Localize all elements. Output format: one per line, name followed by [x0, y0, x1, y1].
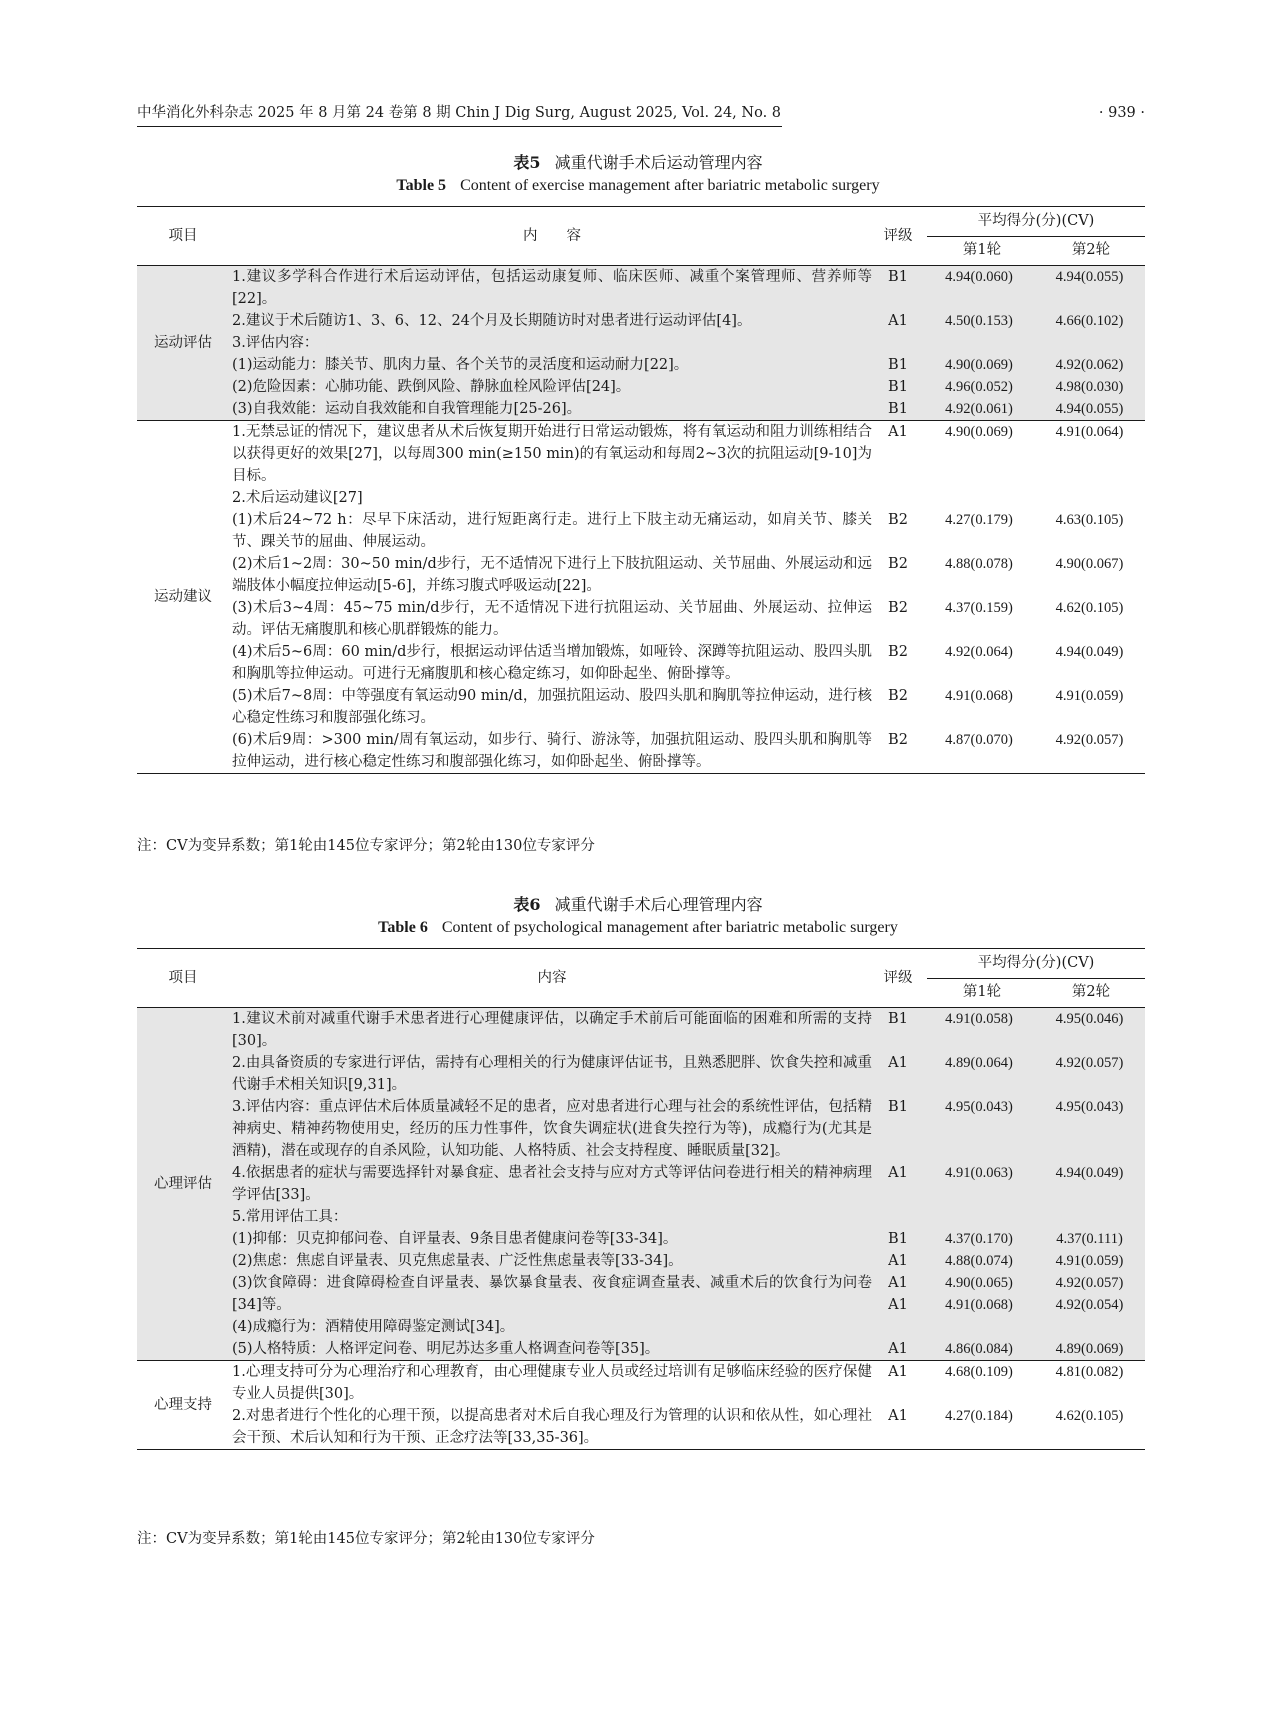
col-content: 内容 [537, 970, 567, 986]
table6 [137, 948, 1145, 1450]
page-number: · 939 · [1098, 105, 1145, 121]
round1-score: 4.91(0.058) [945, 1011, 1013, 1027]
grade-cell: B2 [888, 732, 908, 748]
grade-cell: B2 [888, 512, 908, 528]
round1-score [924, 1272, 1034, 1316]
table5-caption-en: Content of exercise management after bariatric metabolic surgery [460, 177, 880, 194]
table-row [137, 1316, 1145, 1338]
grade-cell: B1 [888, 1099, 908, 1115]
row-content: 4.依据患者的症状与需要选择针对暴食症、患者社会支持与应对方式等评估问卷进行相关的精神病理学评估[33]。 [232, 1165, 872, 1203]
grade-cell: A1 [888, 1341, 908, 1357]
round2-score: 4.90(0.067) [1055, 556, 1124, 572]
round1-score [924, 1316, 1034, 1338]
round2-score: 4.94(0.049) [1055, 1165, 1124, 1181]
round1-score: 4.27(0.184) [945, 1408, 1013, 1424]
round2-score: 4.92(0.054) [1055, 1297, 1124, 1313]
round2-score: 4.91(0.064) [1055, 424, 1124, 440]
round1-score: 4.89(0.064) [945, 1055, 1013, 1071]
round1-score: 4.88(0.078) [945, 556, 1013, 572]
round2-score: 4.89(0.069) [1055, 1341, 1124, 1357]
round1-score: 4.91(0.068) [945, 1297, 1013, 1313]
running-header [137, 102, 1145, 124]
round1-score: 4.91(0.068) [945, 688, 1013, 704]
row-content: (3)术后3~4周：45~75 min/d步行，无不适情况下进行抗阻运动、关节屈曲、外展运动、拉伸运动。评估无痛腹肌和核心肌群锻炼的能力。 [232, 600, 872, 638]
table5-note: 注：CV为变异系数；第1轮由145位专家评分；第2轮由130位专家评分 [137, 838, 595, 854]
row-content: 1.心理支持可分为心理治疗和心理教育，由心理健康专业人员或经过培训有足够临床经验的医疗保健专业人员提供[30]。 [232, 1364, 872, 1402]
table-row [137, 1272, 1145, 1316]
grade-cell: A1 [888, 1165, 908, 1181]
grade-cell: B1 [888, 1011, 908, 1027]
round2-score: 4.62(0.105) [1055, 1408, 1124, 1424]
round1-score: 4.37(0.170) [945, 1231, 1013, 1247]
grade-cell: A1 [888, 313, 908, 329]
round1-score: 4.91(0.063) [945, 1165, 1013, 1181]
row-content: 3.评估内容： [232, 335, 319, 351]
col-round2: 第2轮 [1071, 984, 1111, 1000]
row-content: 2.由具备资质的专家进行评估，需持有心理相关的行为健康评估证书，且熟悉肥胖、饮食失控和减重代谢手术相关知识[9,31]。 [232, 1055, 872, 1093]
row-content: 5.常用评估工具： [232, 1209, 348, 1225]
round2-score: 4.94(0.055) [1055, 401, 1124, 417]
grade-cell [872, 1316, 924, 1338]
table5-number-cn: 表5 [513, 153, 541, 172]
table-row [137, 1361, 1145, 1405]
table5-title-en [0, 177, 1276, 195]
round2-score: 4.98(0.030) [1055, 379, 1124, 395]
round1-score: 4.50(0.153) [945, 313, 1013, 329]
table-row [137, 1008, 1145, 1052]
round1-score: 4.68(0.109) [945, 1364, 1013, 1380]
row-group [137, 420, 1145, 773]
round1-score: 4.96(0.052) [945, 379, 1013, 395]
col-item: 项目 [168, 228, 198, 244]
col-round2: 第2轮 [1071, 242, 1111, 258]
row-group [137, 1360, 1145, 1449]
round2-score: 4.95(0.046) [1055, 1011, 1124, 1027]
col-item: 项目 [168, 970, 198, 986]
col-score: 平均得分(分)(CV) [977, 955, 1095, 971]
table-row [137, 266, 1145, 310]
grade-cell [872, 487, 924, 509]
row-content: (4)成瘾行为：酒精使用障碍鉴定测试[34]。 [232, 1319, 515, 1335]
col-grade: 评级 [883, 228, 913, 244]
row-group [137, 266, 1145, 420]
table5-caption-cn: 减重代谢手术后运动管理内容 [554, 153, 763, 172]
grade-cell: B1 [888, 269, 908, 285]
round2-score: 4.94(0.055) [1055, 269, 1124, 285]
grade-cell [872, 1206, 924, 1228]
table-row [137, 1162, 1145, 1206]
col-content: 内 容 [523, 228, 581, 244]
table-row [137, 1405, 1145, 1449]
table-row [137, 354, 1145, 376]
round2-score: 4.92(0.057) [1055, 1055, 1124, 1071]
table5 [137, 206, 1145, 774]
header-rule [137, 126, 782, 127]
round2-score: 4.81(0.082) [1055, 1364, 1124, 1380]
grade-cell: A1 [888, 1253, 908, 1269]
table-row [137, 310, 1145, 332]
table6-caption-en: Content of psychological management after bariatric metabolic surgery [441, 919, 898, 936]
round1-score [924, 332, 1034, 354]
round1-score: 4.87(0.070) [945, 732, 1013, 748]
row-content: (1)术后24~72 h：尽早下床活动，进行短距离行走。进行上下肢主动无痛运动，如肩关节、膝关节、踝关节的屈曲、伸展运动。 [232, 512, 872, 550]
row-content: (2)术后1~2周：30~50 min/d步行，无不适情况下进行上下肢抗阻运动、关节屈曲、外展运动和远端肢体小幅度拉伸运动[5-6]，并练习腹式呼吸运动[22]。 [232, 556, 872, 594]
table-row [137, 729, 1145, 773]
table6-number-en: Table 6 [378, 919, 428, 936]
table5-number-en: Table 5 [396, 177, 447, 194]
round2-score: 4.94(0.049) [1055, 644, 1124, 660]
table-row [137, 1052, 1145, 1096]
table-row [137, 1206, 1145, 1228]
table-row [137, 553, 1145, 597]
row-content: 2.对患者进行个性化的心理干预，以提高患者对术后自我心理及行为管理的认识和依从性，如心理社会干预、术后认知和行为干预、正念疗法等[33,35-36]。 [232, 1408, 872, 1446]
grade-cell: A1 [888, 1055, 908, 1071]
table-row [137, 421, 1145, 487]
col-round1: 第1轮 [962, 242, 1002, 258]
row-content: 3.评估内容：重点评估术后体质量减轻不足的患者，应对患者进行心理与社会的系统性评估，包括精神病史、精神药物使用史，经历的压力性事件，饮食失调症状(进食失控行为等)，成瘾行为(尤其是酒精)，潜在或现存的自杀风险，认知功能、人格特质、社会支持程度、睡眠质量[32]。 [232, 1099, 872, 1159]
table5-header [137, 207, 1145, 266]
round1-score: 4.95(0.043) [945, 1099, 1013, 1115]
grade-cell: B1 [888, 379, 908, 395]
grade-cell: A1 [888, 1297, 908, 1313]
col-round1: 第1轮 [962, 984, 1002, 1000]
table-row [137, 398, 1145, 420]
table5-body [137, 266, 1145, 773]
round1-score: 4.92(0.061) [945, 401, 1013, 417]
round2-score: 4.95(0.043) [1055, 1099, 1124, 1115]
round2-score: 4.37(0.111) [1056, 1231, 1123, 1247]
row-content: (4)术后5~6周：60 min/d步行，根据运动评估适当增加锻炼，如哑铃、深蹲等抗阻运动、股四头肌和胸肌等拉伸运动。可进行无痛腹肌和核心稳定练习，如仰卧起坐、俯卧撑等。 [232, 644, 872, 682]
round1-score: 4.37(0.159) [945, 600, 1013, 616]
group-label: 心理支持 [154, 1397, 212, 1413]
round1-score [924, 487, 1034, 509]
row-content: (1)运动能力：膝关节、肌肉力量、各个关节的灵活度和运动耐力[22]。 [232, 357, 689, 373]
row-content: 2.建议于术后随访1、3、6、12、24个月及长期随访时对患者进行运动评估[4]。 [232, 313, 752, 329]
round2-score [1034, 1272, 1145, 1316]
table-row [137, 641, 1145, 685]
round1-score: 4.88(0.074) [945, 1253, 1013, 1269]
round1-score [924, 1206, 1034, 1228]
grade-cell: B1 [888, 357, 908, 373]
round2-score: 4.62(0.105) [1055, 600, 1124, 616]
round2-score: 4.63(0.105) [1055, 512, 1124, 528]
header-subrule [927, 236, 1145, 237]
round1-score: 4.90(0.069) [945, 357, 1013, 373]
grade-cell: A1 [888, 1364, 908, 1380]
table-row [137, 1096, 1145, 1162]
header-subrule [927, 978, 1145, 979]
table-row [137, 332, 1145, 354]
table6-caption-cn: 减重代谢手术后心理管理内容 [554, 895, 763, 914]
table-row [137, 1228, 1145, 1250]
table6-title-en [0, 919, 1276, 937]
table5-title-cn [0, 150, 1276, 173]
table-row [137, 509, 1145, 553]
round2-score: 4.92(0.057) [1055, 732, 1124, 748]
group-label: 心理评估 [154, 1176, 212, 1192]
row-content: (5)术后7~8周：中等强度有氧运动90 min/d，加强抗阻运动、股四头肌和胸肌等拉伸运动，进行核心稳定性练习和腹部强化练习。 [232, 688, 872, 726]
round1-score: 4.94(0.060) [945, 269, 1013, 285]
round2-score: 4.91(0.059) [1055, 688, 1124, 704]
group-label: 运动评估 [154, 335, 212, 351]
grade-cell: A1 [888, 1408, 908, 1424]
table-row [137, 597, 1145, 641]
grade-cell: B1 [888, 1231, 908, 1247]
row-content: (2)危险因素：心肺功能、跌倒风险、静脉血栓风险评估[24]。 [232, 379, 631, 395]
table6-body [137, 1008, 1145, 1449]
row-content: 1.无禁忌证的情况下，建议患者从术后恢复期开始进行日常运动锻炼，将有氧运动和阻力训练相结合以获得更好的效果[27]，以每周300 min(≥150 min)的有氧运动和每周2~3次的抗阻运动[9-10]为目标。 [232, 424, 872, 484]
row-content: (3)饮食障碍：进食障碍检查自评量表、暴饮暴食量表、夜食症调查量表、减重术后的饮食行为问卷[34]等。 [232, 1275, 872, 1313]
round1-score: 4.86(0.084) [945, 1341, 1013, 1357]
grade-cell: B2 [888, 556, 908, 572]
row-content: (5)人格特质：人格评定问卷、明尼苏达多重人格调查问卷等[35]。 [232, 1341, 660, 1357]
round1-score: 4.90(0.069) [945, 424, 1013, 440]
row-content: (2)焦虑：焦虑自评量表、贝克焦虑量表、广泛性焦虑量表等[33-34]。 [232, 1253, 683, 1269]
round2-score: 4.66(0.102) [1055, 313, 1124, 329]
grade-cell: A1 [888, 424, 908, 440]
round2-score: 4.92(0.057) [1055, 1275, 1124, 1291]
grade-cell: B2 [888, 688, 908, 704]
table-row [137, 1250, 1145, 1272]
col-score: 平均得分(分)(CV) [977, 213, 1095, 229]
round2-score: 4.92(0.062) [1055, 357, 1124, 373]
row-content: 1.建议术前对减重代谢手术患者进行心理健康评估，以确定手术前后可能面临的困难和所需的支持[30]。 [232, 1011, 872, 1049]
grade-cell: B2 [888, 600, 908, 616]
round2-score [1034, 1316, 1145, 1338]
round2-score [1034, 332, 1145, 354]
row-content: (3)自我效能：运动自我效能和自我管理能力[25-26]。 [232, 401, 582, 417]
row-content: 1.建议多学科合作进行术后运动评估，包括运动康复师、临床医师、减重个案管理师、营养师等[22]。 [232, 269, 872, 307]
table6-number-cn: 表6 [513, 895, 541, 914]
table-row [137, 685, 1145, 729]
table6-title-cn [0, 892, 1276, 915]
table6-header [137, 949, 1145, 1008]
round2-score [1034, 1206, 1145, 1228]
grade-cell [872, 1272, 924, 1316]
row-content: (6)术后9周：>300 min/周有氧运动，如步行、骑行、游泳等，加强抗阻运动、股四头肌和胸肌等拉伸运动，进行核心稳定性练习和腹部强化练习，如仰卧起坐、俯卧撑等。 [232, 732, 872, 770]
row-content: (1)抑郁：贝克抑郁问卷、自评量表、9条目患者健康问卷等[33-34]。 [232, 1231, 678, 1247]
table-row [137, 376, 1145, 398]
round2-score [1034, 487, 1145, 509]
grade-cell: B1 [888, 401, 908, 417]
table-row [137, 1338, 1145, 1360]
round1-score: 4.27(0.179) [945, 512, 1013, 528]
round1-score: 4.90(0.065) [945, 1275, 1013, 1291]
table-row [137, 487, 1145, 509]
row-content: 2.术后运动建议[27] [232, 490, 363, 506]
journal-citation: 中华消化外科杂志 2025 年 8 月第 24 卷第 8 期 Chin J Dig Surg, August 2025, Vol. 24, No. 8 [137, 105, 782, 121]
col-grade: 评级 [883, 970, 913, 986]
round2-score: 4.91(0.059) [1055, 1253, 1124, 1269]
round1-score: 4.92(0.064) [945, 644, 1013, 660]
group-label: 运动建议 [154, 589, 212, 605]
table6-note: 注：CV为变异系数；第1轮由145位专家评分；第2轮由130位专家评分 [137, 1531, 595, 1547]
row-group [137, 1008, 1145, 1360]
grade-cell [872, 332, 924, 354]
grade-cell: B2 [888, 644, 908, 660]
grade-cell: A1 [888, 1275, 908, 1291]
